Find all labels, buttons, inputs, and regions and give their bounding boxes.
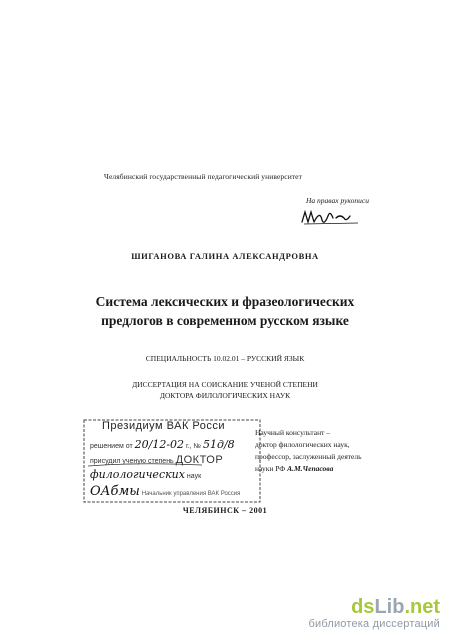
- stamp-decision-date: 20/12-02: [134, 438, 185, 451]
- handwritten-signature: [300, 206, 360, 228]
- author-name: ШИГАНОВА ГАЛИНА АЛЕКСАНДРОВНА: [131, 251, 319, 261]
- logo-lib: Lib: [374, 596, 405, 618]
- logo-net: .net: [404, 596, 440, 618]
- dissertation-type-line-1: ДИССЕРТАЦИЯ НА СОИСКАНИЕ УЧЕНОЙ СТЕПЕНИ: [132, 380, 318, 389]
- logo-ds: ds: [351, 596, 375, 618]
- stamp-signature-line: [90, 484, 240, 499]
- stamp-decision-number: 51д/8: [203, 438, 235, 451]
- stamp-degree-prefix: присудил ученую степень: [90, 458, 174, 465]
- stamp-degree-line: [90, 454, 223, 466]
- stamp-head-of-department: Начальник управления ВАК Россия: [141, 491, 241, 497]
- stamp-decision-prefix: решением от: [90, 443, 133, 450]
- city-year: ЧЕЛЯБИНСК – 2001: [182, 506, 268, 515]
- stamp-science-line: [90, 468, 201, 481]
- stamp-number-label: г., №: [186, 443, 202, 450]
- stamp-science-handwritten: филологических: [90, 468, 185, 481]
- stamp-signature: ОАбмы: [90, 484, 140, 499]
- watermark-subtitle: библиотека диссертаций: [308, 618, 440, 630]
- dslib-logo: [308, 596, 440, 618]
- dslib-watermark: [308, 596, 440, 630]
- consultant-title: профессор, заслуженный деятель: [255, 452, 362, 461]
- consultant-degree: доктор филологических наук,: [255, 440, 350, 449]
- stamp-decision-line: [90, 438, 235, 451]
- stamp-degree: ДОКТОР: [175, 454, 224, 466]
- consultant-name-line: [255, 464, 333, 473]
- thesis-title-line-1: Система лексических и фразеологических: [95, 294, 355, 309]
- specialty: СПЕЦИАЛЬНОСТЬ 10.02.01 – РУССКИЙ ЯЗЫК: [145, 354, 305, 363]
- rights-note: На правах рукописи: [306, 196, 369, 205]
- thesis-title-line-2: предлогов в современном русском языке: [101, 313, 349, 328]
- consultant-label: Научный консультант –: [255, 428, 330, 437]
- consultant-name-prefix: науки РФ: [255, 464, 288, 473]
- vak-stamp: [82, 418, 262, 504]
- dissertation-type-line-2: ДОКТОРА ФИЛОЛОГИЧЕСКИХ НАУК: [159, 391, 291, 400]
- university-name: Челябинский государственный педагогический университет: [104, 172, 302, 181]
- stamp-science-suffix: наук: [186, 473, 202, 480]
- consultant-name: А.М.Чепасова: [287, 464, 334, 473]
- stamp-organization: Президиум ВАК Росси: [102, 420, 226, 432]
